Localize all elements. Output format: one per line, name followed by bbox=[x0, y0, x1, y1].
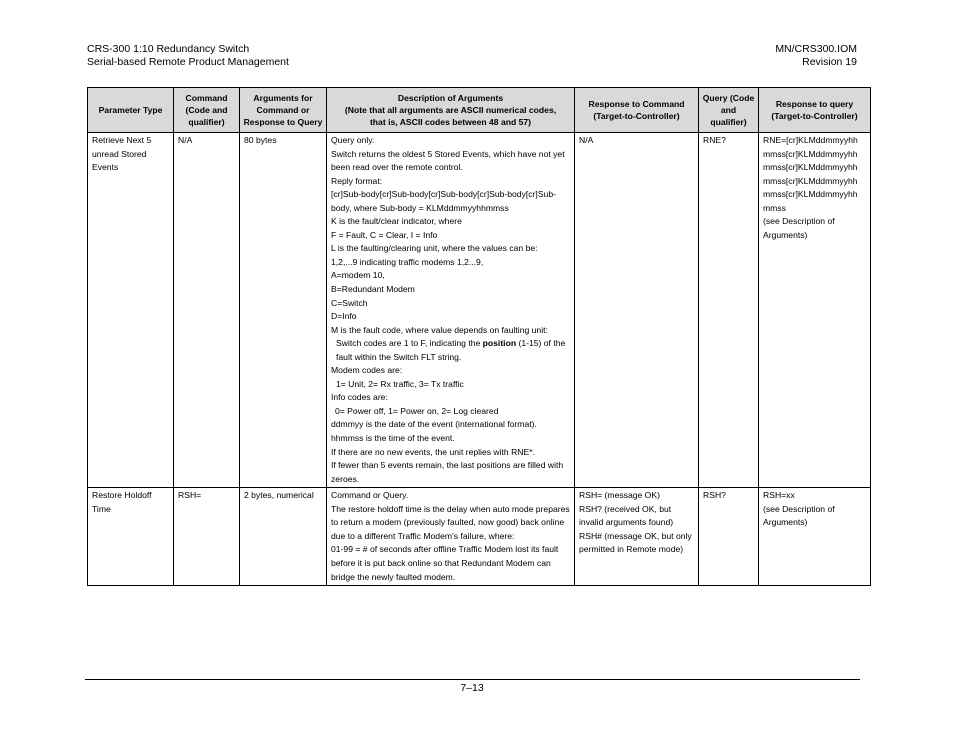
command-table-container bbox=[87, 87, 870, 586]
desc-line: Reply format: bbox=[331, 175, 383, 186]
cell-parameter-type: Retrieve Next 5 unread Stored Events bbox=[88, 133, 174, 488]
response-line: mmss bbox=[763, 202, 786, 213]
header-revision: Revision 19 bbox=[802, 56, 857, 68]
response-line: (see Description of Arguments) bbox=[763, 216, 835, 240]
header-description-note: (Note that all arguments are ASCII numerical codes, bbox=[344, 104, 557, 115]
desc-line: D=Info bbox=[331, 311, 357, 322]
desc-line: A=modem 10, bbox=[331, 270, 385, 281]
response-line: RSH? (received OK, but invalid arguments found) bbox=[579, 503, 674, 528]
cell-arguments: 2 bytes, numerical bbox=[240, 488, 327, 586]
header-command: Command (Code and qualifier) bbox=[174, 88, 240, 133]
cell-description bbox=[327, 488, 575, 586]
desc-text: Switch codes are 1 to F, indicating the bbox=[336, 338, 483, 349]
header-parameter-type: Parameter Type bbox=[88, 88, 174, 133]
header-title: CRS-300 1:10 Redundancy Switch bbox=[87, 43, 250, 55]
page-number bbox=[0, 682, 954, 694]
desc-line: If there are no new events, the unit replies with RNE*. bbox=[331, 446, 535, 457]
response-line: RSH=xx bbox=[763, 490, 795, 501]
cell-response-query bbox=[759, 488, 871, 586]
header-doc-number: MN/CRS300.IOM bbox=[775, 43, 857, 55]
response-line: mmss[cr]KLMddmmyyhh bbox=[763, 162, 858, 173]
cell-parameter-type: Restore Holdoff Time bbox=[88, 488, 174, 586]
response-line: RNE=[cr]KLMddmmyyhh bbox=[763, 135, 858, 145]
header-response-command: Response to Command (Target-to-Controller) bbox=[575, 88, 699, 133]
page-header-left bbox=[87, 43, 289, 69]
header-description-title: Description of Arguments bbox=[397, 92, 504, 103]
command-table bbox=[87, 87, 871, 586]
desc-line: The restore holdoff time is the delay when auto mode prepares to return a modem (previously faulted, now good) back online due to a different Traffic Modem’s failure, where: bbox=[331, 503, 570, 541]
cell-description bbox=[327, 133, 575, 488]
header-arguments: Arguments for Command or Response to Query bbox=[240, 88, 327, 133]
cell-response-query bbox=[759, 133, 871, 488]
desc-line: Info codes are: bbox=[331, 392, 388, 403]
desc-text: (1-15) of the fault within the Switch FLT string. bbox=[336, 338, 566, 362]
desc-line: 1= Unit, 2= Rx traffic, 3= Tx traffic bbox=[336, 378, 464, 389]
header-query: Query (Code and qualifier) bbox=[699, 88, 759, 133]
desc-line: B=Redundant Modem bbox=[331, 284, 415, 295]
response-line: RSH# (message OK, but only permitted in Remote mode) bbox=[579, 530, 692, 555]
cell-command: N/A bbox=[174, 133, 240, 488]
cell-command: RSH= bbox=[174, 488, 240, 586]
page-number-text: 7–13 bbox=[460, 682, 484, 694]
response-line: mmss[cr]KLMddmmyyhh bbox=[763, 189, 858, 200]
response-line: mmss[cr]KLMddmmyyhh bbox=[763, 175, 858, 186]
cell-response-command: N/A bbox=[575, 133, 699, 488]
cell-query: RSH? bbox=[699, 488, 759, 586]
desc-line: 0= Power off, 1= Power on, 2= Log cleared bbox=[335, 405, 499, 416]
desc-line: Query only. bbox=[331, 135, 375, 145]
table-header-row bbox=[88, 88, 871, 133]
response-line: (see Description of Arguments) bbox=[763, 503, 835, 528]
desc-line: Switch returns the oldest 5 Stored Events, which have not yet been read over the remote control. bbox=[331, 148, 565, 173]
desc-line: ddmmyy is the date of the event (international format). bbox=[331, 419, 537, 430]
desc-line: 01-99 = # of seconds after offline Traffic Modem lost its fault before it is put back online so that Redundant Modem can bridge the newly faulted modem. bbox=[331, 544, 559, 582]
desc-bold-position: position bbox=[482, 338, 517, 349]
cell-query: RNE? bbox=[699, 133, 759, 488]
table-row bbox=[88, 133, 871, 488]
header-response-query: Response to query (Target-to-Controller) bbox=[759, 88, 871, 133]
cell-response-command bbox=[575, 488, 699, 586]
cell-arguments: 80 bytes bbox=[240, 133, 327, 488]
header-description bbox=[327, 88, 575, 133]
desc-line: hhmmss is the time of the event. bbox=[331, 433, 455, 444]
desc-line: C=Switch bbox=[331, 297, 368, 308]
desc-line: F = Fault, C = Clear, I = Info bbox=[331, 229, 438, 240]
response-line: RSH= (message OK) bbox=[579, 490, 660, 501]
header-subtitle: Serial-based Remote Product Management bbox=[87, 56, 289, 68]
footer-divider bbox=[85, 679, 860, 680]
desc-line: Command or Query. bbox=[331, 490, 409, 501]
desc-line-switch-codes bbox=[331, 337, 570, 364]
response-line: mmss[cr]KLMddmmyyhh bbox=[763, 148, 858, 159]
page-header-right bbox=[775, 43, 857, 69]
desc-line: 1,2,...9 indicating traffic modems 1,2...9, bbox=[331, 256, 484, 267]
table-row bbox=[88, 488, 871, 586]
desc-line: [cr]Sub-body[cr]Sub-body[cr]Sub-body[cr]Sub-body[cr]Sub-body, where Sub-body = KLMddmmyyhhmmss bbox=[331, 189, 556, 213]
desc-line: Modem codes are: bbox=[331, 365, 403, 376]
desc-line: If fewer than 5 events remain, the last positions are filled with zeroes. bbox=[331, 460, 564, 484]
desc-line: L is the faulting/clearing unit, where the values can be: bbox=[331, 243, 538, 254]
desc-line: M is the fault code, where value depends on faulting unit: bbox=[331, 324, 548, 335]
header-description-note-2: that is, ASCII codes between 48 and 57) bbox=[369, 117, 532, 128]
desc-line: K is the fault/clear indicator, where bbox=[331, 216, 462, 227]
